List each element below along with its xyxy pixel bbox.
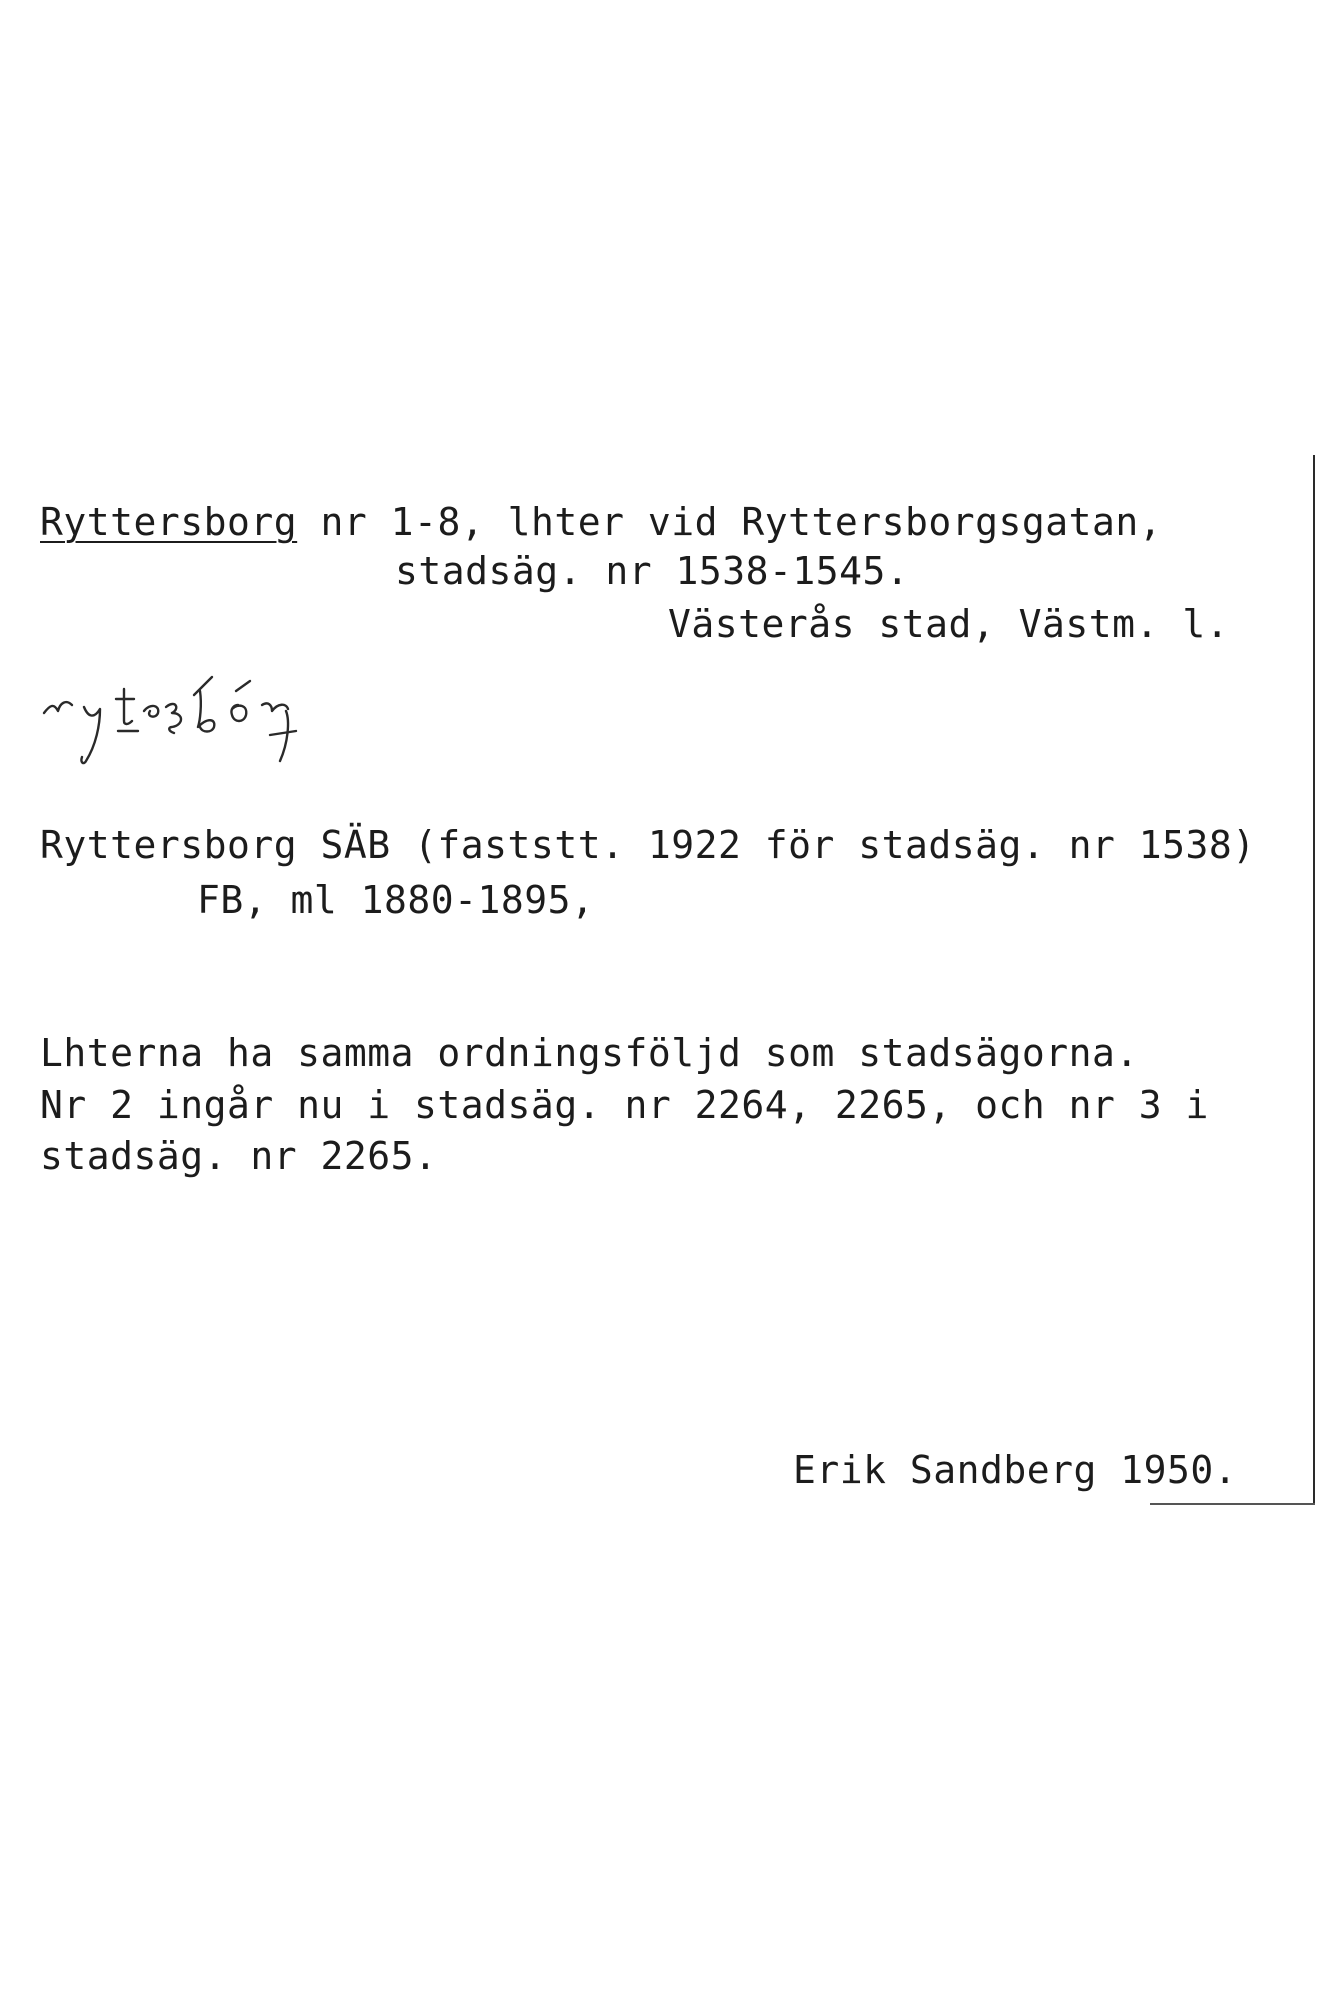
heading-line-3: Västerås stad, Västm. l. — [668, 602, 1230, 646]
heading-description: nr 1-8, lhter vid Ryttersborgsgatan, — [297, 500, 1163, 544]
heading-line-1 — [40, 500, 1162, 544]
card-border-bottom — [1150, 1503, 1315, 1505]
source-line-2: FB, ml 1880-1895, — [197, 878, 595, 922]
place-name: Ryttersborg — [40, 500, 298, 544]
phonetic-transcription-handwritten — [40, 665, 420, 775]
heading-line-2: stadsäg. nr 1538-1545. — [395, 549, 910, 593]
note-line-1: Lhterna ha samma ordningsföljd som stadsägorna. — [40, 1031, 1139, 1075]
source-line-1: Ryttersborg SÄB (faststt. 1922 för stadsäg. nr 1538) — [40, 823, 1256, 867]
note-line-3: stadsäg. nr 2265. — [40, 1134, 438, 1178]
card-border-right — [1313, 455, 1315, 1505]
signature: Erik Sandberg 1950. — [793, 1448, 1238, 1492]
note-line-2: Nr 2 ingår nu i stadsäg. nr 2264, 2265, och nr 3 i — [40, 1083, 1209, 1127]
